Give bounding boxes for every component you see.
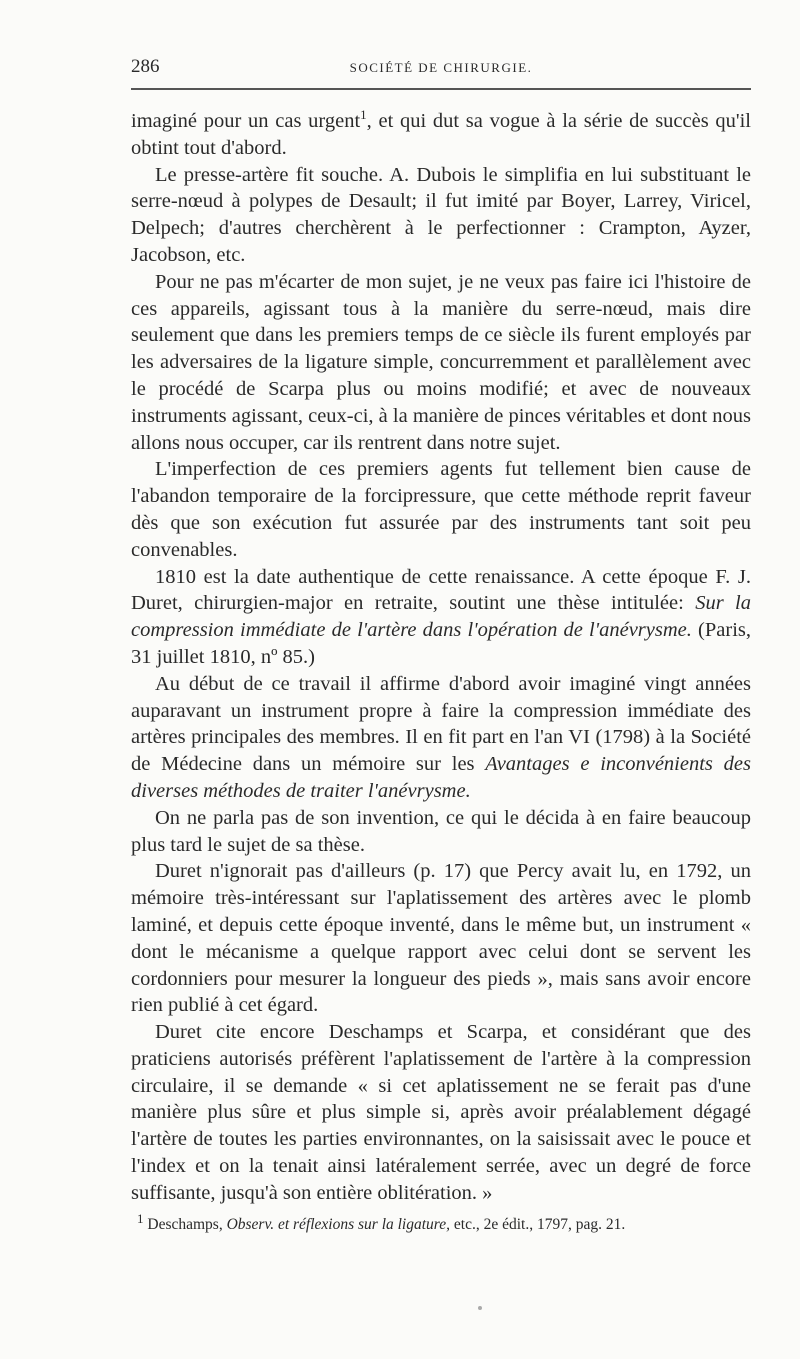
paragraph [131, 564, 751, 671]
body-text [131, 108, 751, 1207]
paragraph: L'imperfection de ces premiers agents fut tellement bien cause de l'abandon temporaire de la forcipressure, que cette méthode reprit faveur dès que son exécution fut assurée par des instruments tant soit peu convenables. [131, 458, 751, 561]
paragraph-text: Au début de ce travail il affirme d'abord avoir imaginé vingt années auparavant un instrument propre à faire la compression immédiate des artères principales des membres. Il en fit part en l'an VI (1798) à la Société de Médecine dans un mémoire sur les [131, 672, 751, 776]
page-number: 286 [131, 56, 160, 77]
footnote [131, 1210, 751, 1235]
paragraph [131, 108, 751, 162]
footnote-mark: 1 [137, 1210, 144, 1226]
header-rule [131, 88, 751, 90]
paragraph: Duret cite encore Deschamps et Scarpa, et considérant que des praticiens autorisés préfèrent l'aplatissement de l'artère à la compression circulaire, il se demande « si cet aplatissement ne se ferait pas d'une manière plus sûre et plus simple si, après avoir préalablement dégagé l'artère de toutes les parties environnantes, on la saisissait avec le pouce et l'index et on la tenait ainsi latéralement serrée, avec un degré de force suffisante, jusqu'à son entière oblitération. » [131, 1021, 751, 1204]
page [131, 52, 751, 1235]
memoir-title: Avantages e inconvénients des diverses méthodes de traiter l'anévrysme. [131, 753, 751, 802]
thesis-title: Sur la compression immédiate de l'artère dans l'opération de l'anévrysme. [131, 592, 751, 642]
paragraph: Pour ne pas m'écarter de mon sujet, je ne veux pas faire ici l'histoire de ces appareils, agissant tous à la manière du serre-nœud, mais dire seulement que dans les premiers temps de ce siècle ils furent employés par les adversaires de la ligature simple, concurremment et parallèlement avec le procédé de Scarpa plus ou moins modifié; et avec de nouveaux instruments agissant, ceux-ci, à la manière de pinces véritables et dont nous allons nous occuper, car ils rentrent dans notre sujet. [131, 270, 751, 454]
paper-speck [478, 1306, 482, 1310]
paragraph [131, 671, 751, 805]
paragraph: On ne parla pas de son invention, ce qui le décida à en faire beaucoup plus tard le sujet de sa thèse. [131, 806, 751, 856]
footnote-text: etc., 2e édit., 1797, pag. 21. [450, 1215, 626, 1233]
footnote-work-title: Observ. et réflexions sur la ligature, [226, 1215, 451, 1233]
paragraph: Le presse-artère fit souche. A. Dubois le simplifia en lui substituant le serre-nœud à polypes de Desault; il fut imité par Boyer, Larrey, Viricel, Delpech; d'autres cherchèrent à le perfectionner : Crampton, Ayzer, Jacobson, etc. [131, 163, 751, 266]
footnote-text: Deschamps, [143, 1215, 227, 1233]
paragraph-text: imaginé pour un cas urgent [131, 110, 361, 132]
running-head [131, 52, 751, 88]
paragraph-text: 1810 est la date authentique de cette renaissance. A cette époque F. J. Duret, chirurgien-major en retraite, soutint une thèse intitulée: [131, 565, 751, 615]
paragraph-text: (Paris, 31 juillet 1810, nº 85.) [131, 619, 752, 668]
paragraph: Duret n'ignorait pas d'ailleurs (p. 17) que Percy avait lu, en 1792, un mémoire très-intéressant sur l'aplatissement des artères avec le plomb laminé, et depuis cette époque inventé, dans le même but, un instrument « dont le mécanisme a quelque rapport avec celui dont se servent les cordonniers pour mesurer la longueur des pieds », mais sans avoir encore rien publié à cet égard. [131, 860, 751, 1017]
paragraph-text: , et qui dut sa vogue à la série de succès qu'il obtint tout d'abord. [131, 110, 751, 159]
running-title: SOCIÉTÉ DE CHIRURGIE. [349, 60, 533, 75]
footnote-reference: 1 [360, 107, 367, 123]
